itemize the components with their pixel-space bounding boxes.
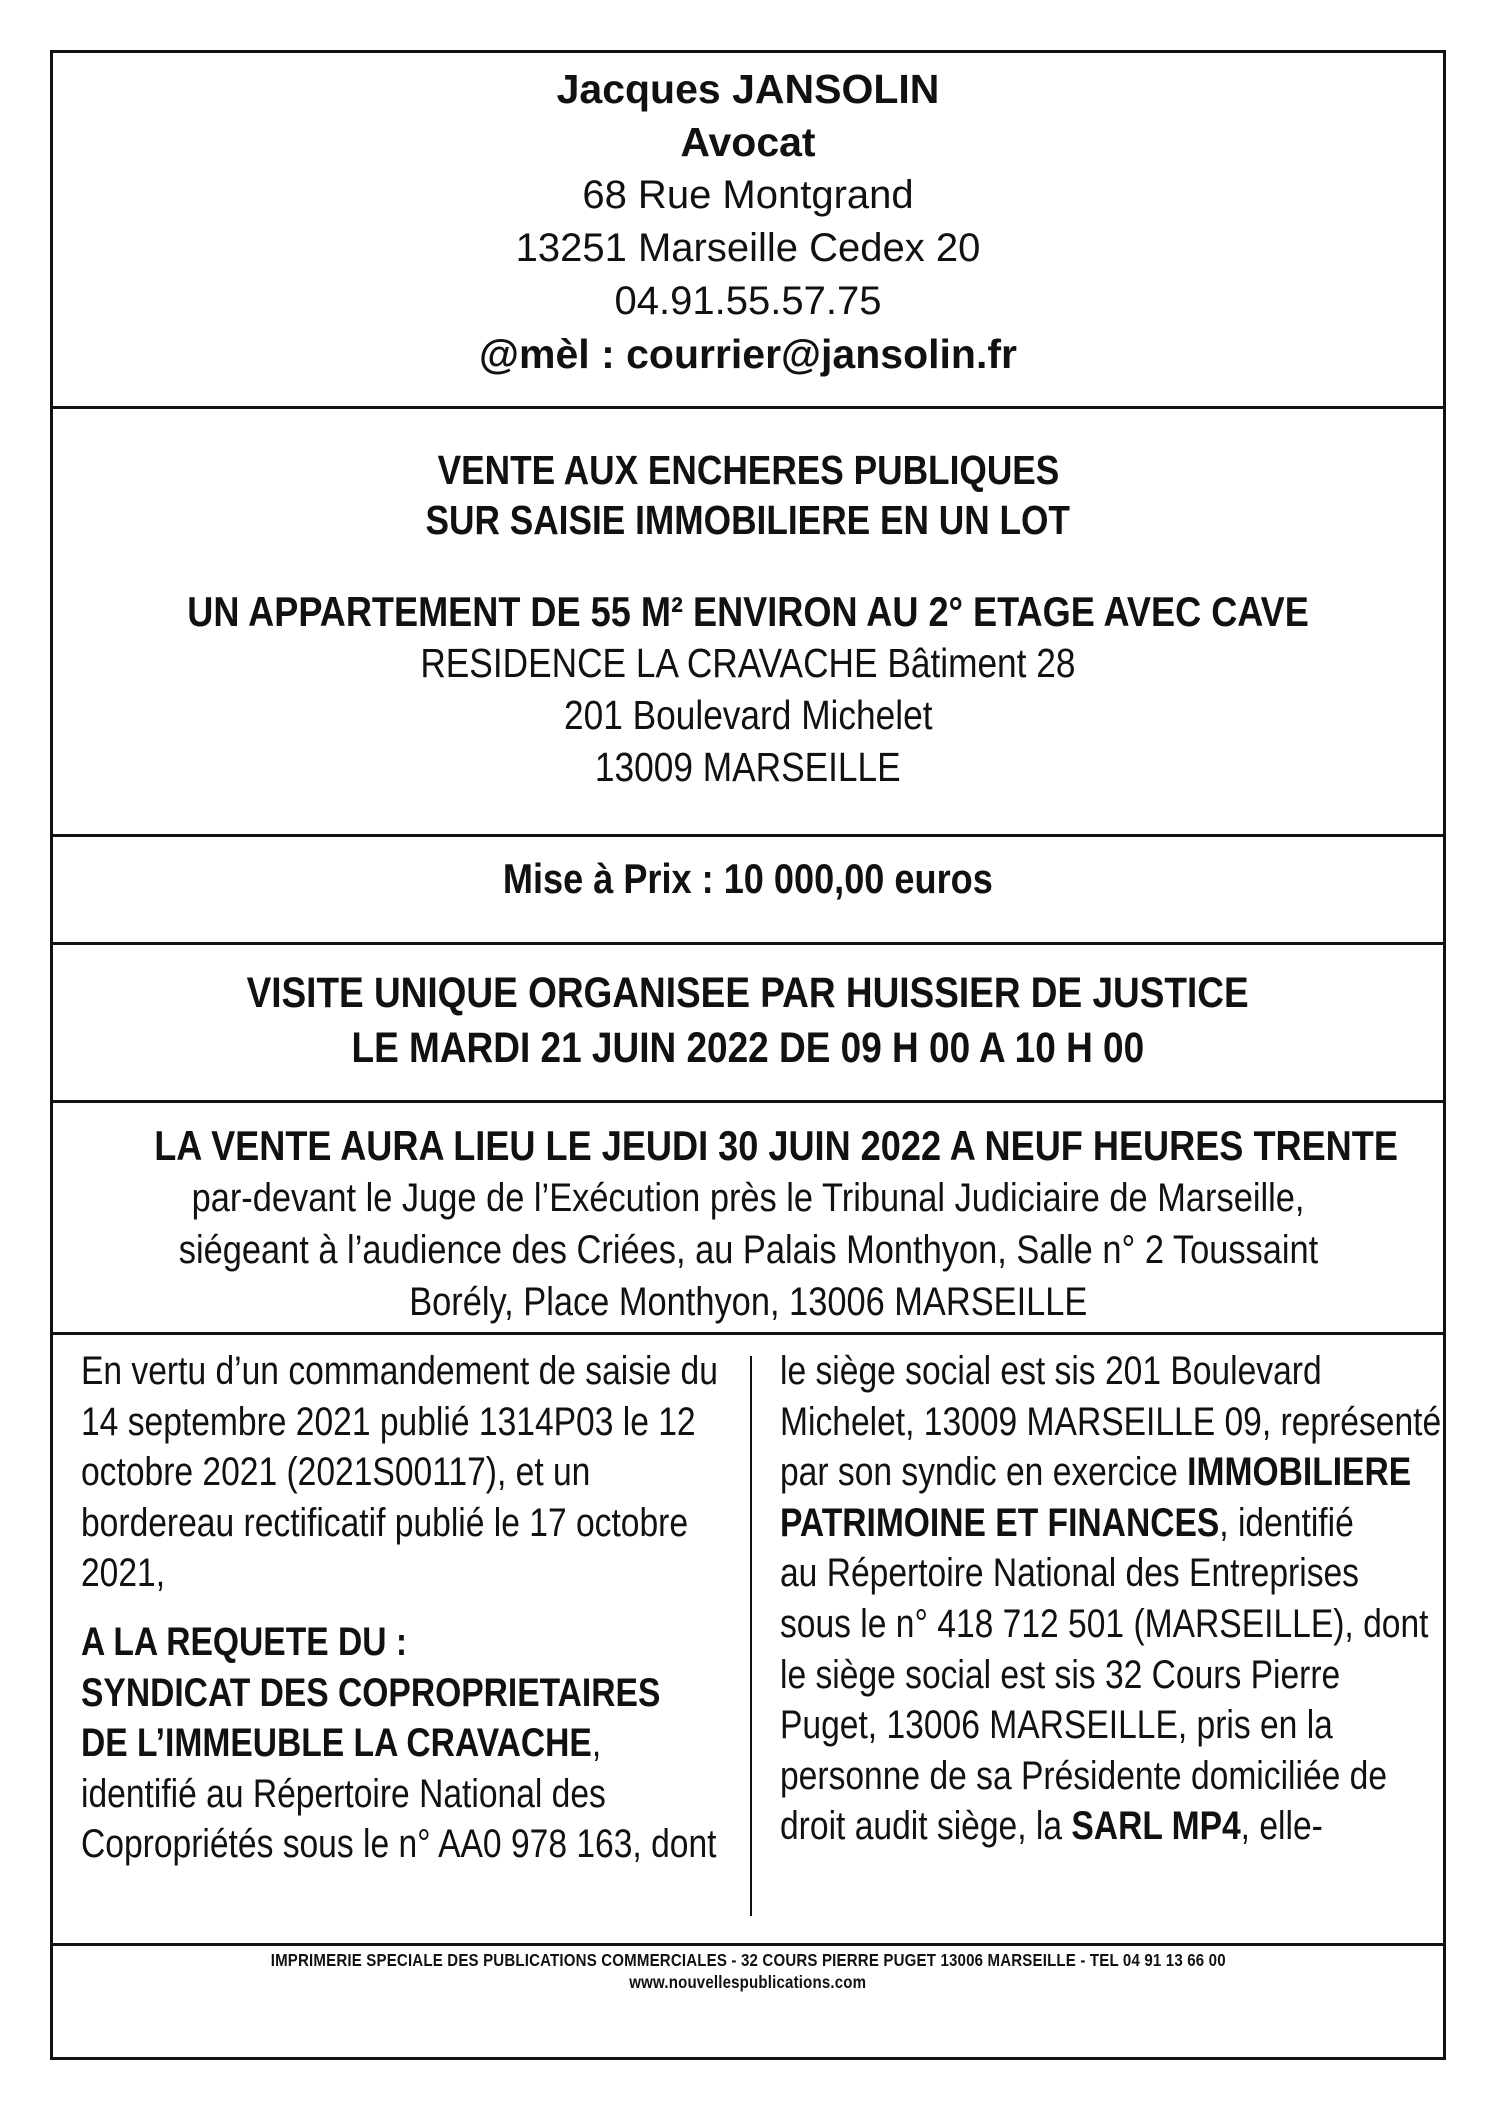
property-residence: RESIDENCE LA CRAVACHE Bâtiment 28 (420, 640, 1076, 686)
syndicat-line-2-wrap: DE L’IMMEUBLE LA CRAVACHE, (81, 1721, 602, 1766)
body-text: , elle- (1240, 1804, 1323, 1849)
venue-line-3: Borély, Place Monthyon, 13006 MARSEILLE (408, 1280, 1088, 1324)
left-column (81, 1346, 721, 1870)
syndicat-line-2: DE L’IMMEUBLE LA CRAVACHE (81, 1721, 592, 1766)
syndic-name-part-1: IMMOBILIERE (1187, 1450, 1412, 1495)
lawyer-role: Avocat (680, 119, 816, 165)
body-line: au Répertoire National des Entreprises (780, 1551, 1359, 1596)
body-line: bordereau rectificatif publié le 17 octobre (81, 1500, 689, 1545)
body-line: En vertu d’un commandement de saisie du (81, 1349, 718, 1393)
body-text: par son syndic en exercice (780, 1450, 1178, 1495)
venue-section (53, 1120, 1443, 1328)
body-columns (53, 1346, 1443, 1936)
divider (53, 1100, 1443, 1103)
notice-frame (50, 50, 1446, 2060)
visit-section (53, 966, 1443, 1076)
divider (53, 406, 1443, 409)
property-city: 13009 MARSEILLE (595, 744, 901, 790)
lawyer-email[interactable]: @mèl : courrier@jansolin.fr (479, 331, 1017, 377)
body-line-mixed (780, 1801, 1323, 1852)
property-address: 201 Boulevard Michelet (563, 692, 933, 738)
divider (53, 1332, 1443, 1335)
syndicat-line-1: SYNDICAT DES COPROPRIETAIRES (81, 1670, 661, 1715)
body-line: le siège social est sis 32 Cours Pierre (780, 1652, 1341, 1697)
starting-price: Mise à Prix : 10 000,00 euros (503, 855, 993, 902)
body-text: , identifié (1219, 1500, 1354, 1545)
right-column (780, 1346, 1442, 1852)
printer-website[interactable]: www.nouvellespublications.com (629, 1972, 867, 1992)
lawyer-street: 68 Rue Montgrand (582, 173, 914, 217)
divider (53, 942, 1443, 945)
divider (53, 1943, 1443, 1946)
sale-section (53, 445, 1443, 793)
sale-date-headline: LA VENTE AURA LIEU LE JEUDI 30 JUIN 2022 A NEUF HEURES TRENTE (154, 1122, 1398, 1169)
company-name: SARL MP4 (1071, 1804, 1241, 1849)
body-line: personne de sa Présidente domiciliée de (780, 1753, 1388, 1798)
venue-line-1: par-devant le Juge de l’Exécution près le Tribunal Judiciaire de Marseille, (191, 1176, 1305, 1220)
body-line: Puget, 13006 MARSEILLE, pris en la (780, 1703, 1333, 1748)
divider (53, 834, 1443, 837)
printer-info: IMPRIMERIE SPECIALE DES PUBLICATIONS COMMERCIALES - 32 COURS PIERRE PUGET 13006 MARSEILLE - TEL 04 91 13 66 00 (270, 1950, 1226, 1970)
visit-line-1: VISITE UNIQUE ORGANISEE PAR HUISSIER DE JUSTICE (246, 969, 1250, 1017)
body-text: droit audit siège, la (780, 1804, 1063, 1849)
visit-line-2: LE MARDI 21 JUIN 2022 DE 09 H 00 A 10 H 00 (351, 1024, 1145, 1072)
lawyer-name: Jacques JANSOLIN (556, 66, 940, 112)
lawyer-header (53, 63, 1443, 381)
printer-footer (53, 1949, 1443, 1993)
body-line-mixed (780, 1447, 1412, 1498)
sale-title-2: SUR SAISIE IMMOBILIERE EN UN LOT (425, 497, 1071, 543)
body-line: sous le n° 418 712 501 (MARSEILLE), dont (780, 1601, 1429, 1646)
column-divider (750, 1356, 752, 1916)
body-line: octobre 2021 (2021S00117), et un (81, 1450, 591, 1495)
body-line: 2021, (81, 1551, 166, 1596)
body-line: le siège social est sis 201 Boulevard (780, 1349, 1322, 1393)
body-line: 14 septembre 2021 publié 1314P03 le 12 (81, 1399, 696, 1444)
body-line: Michelet, 13009 MARSEILLE 09, représenté (780, 1399, 1442, 1444)
requete-heading: A LA REQUETE DU : (81, 1619, 408, 1664)
body-line: identifié au Répertoire National des (81, 1771, 606, 1816)
property-description: UN APPARTEMENT DE 55 M² ENVIRON AU 2° ETAGE AVEC CAVE (187, 588, 1309, 635)
body-line-mixed (780, 1498, 1354, 1549)
syndic-name-part-2: PATRIMOINE ET FINANCES (780, 1500, 1220, 1545)
venue-line-2: siégeant à l’audience des Criées, au Palais Monthyon, Salle n° 2 Toussaint (178, 1228, 1318, 1272)
lawyer-phone: 04.91.55.57.75 (614, 279, 882, 323)
lawyer-city: 13251 Marseille Cedex 20 (515, 226, 981, 270)
sale-title-1: VENTE AUX ENCHERES PUBLIQUES (437, 447, 1059, 493)
body-line: Copropriétés sous le n° AA0 978 163, dont (81, 1822, 717, 1867)
price-section (53, 854, 1443, 904)
